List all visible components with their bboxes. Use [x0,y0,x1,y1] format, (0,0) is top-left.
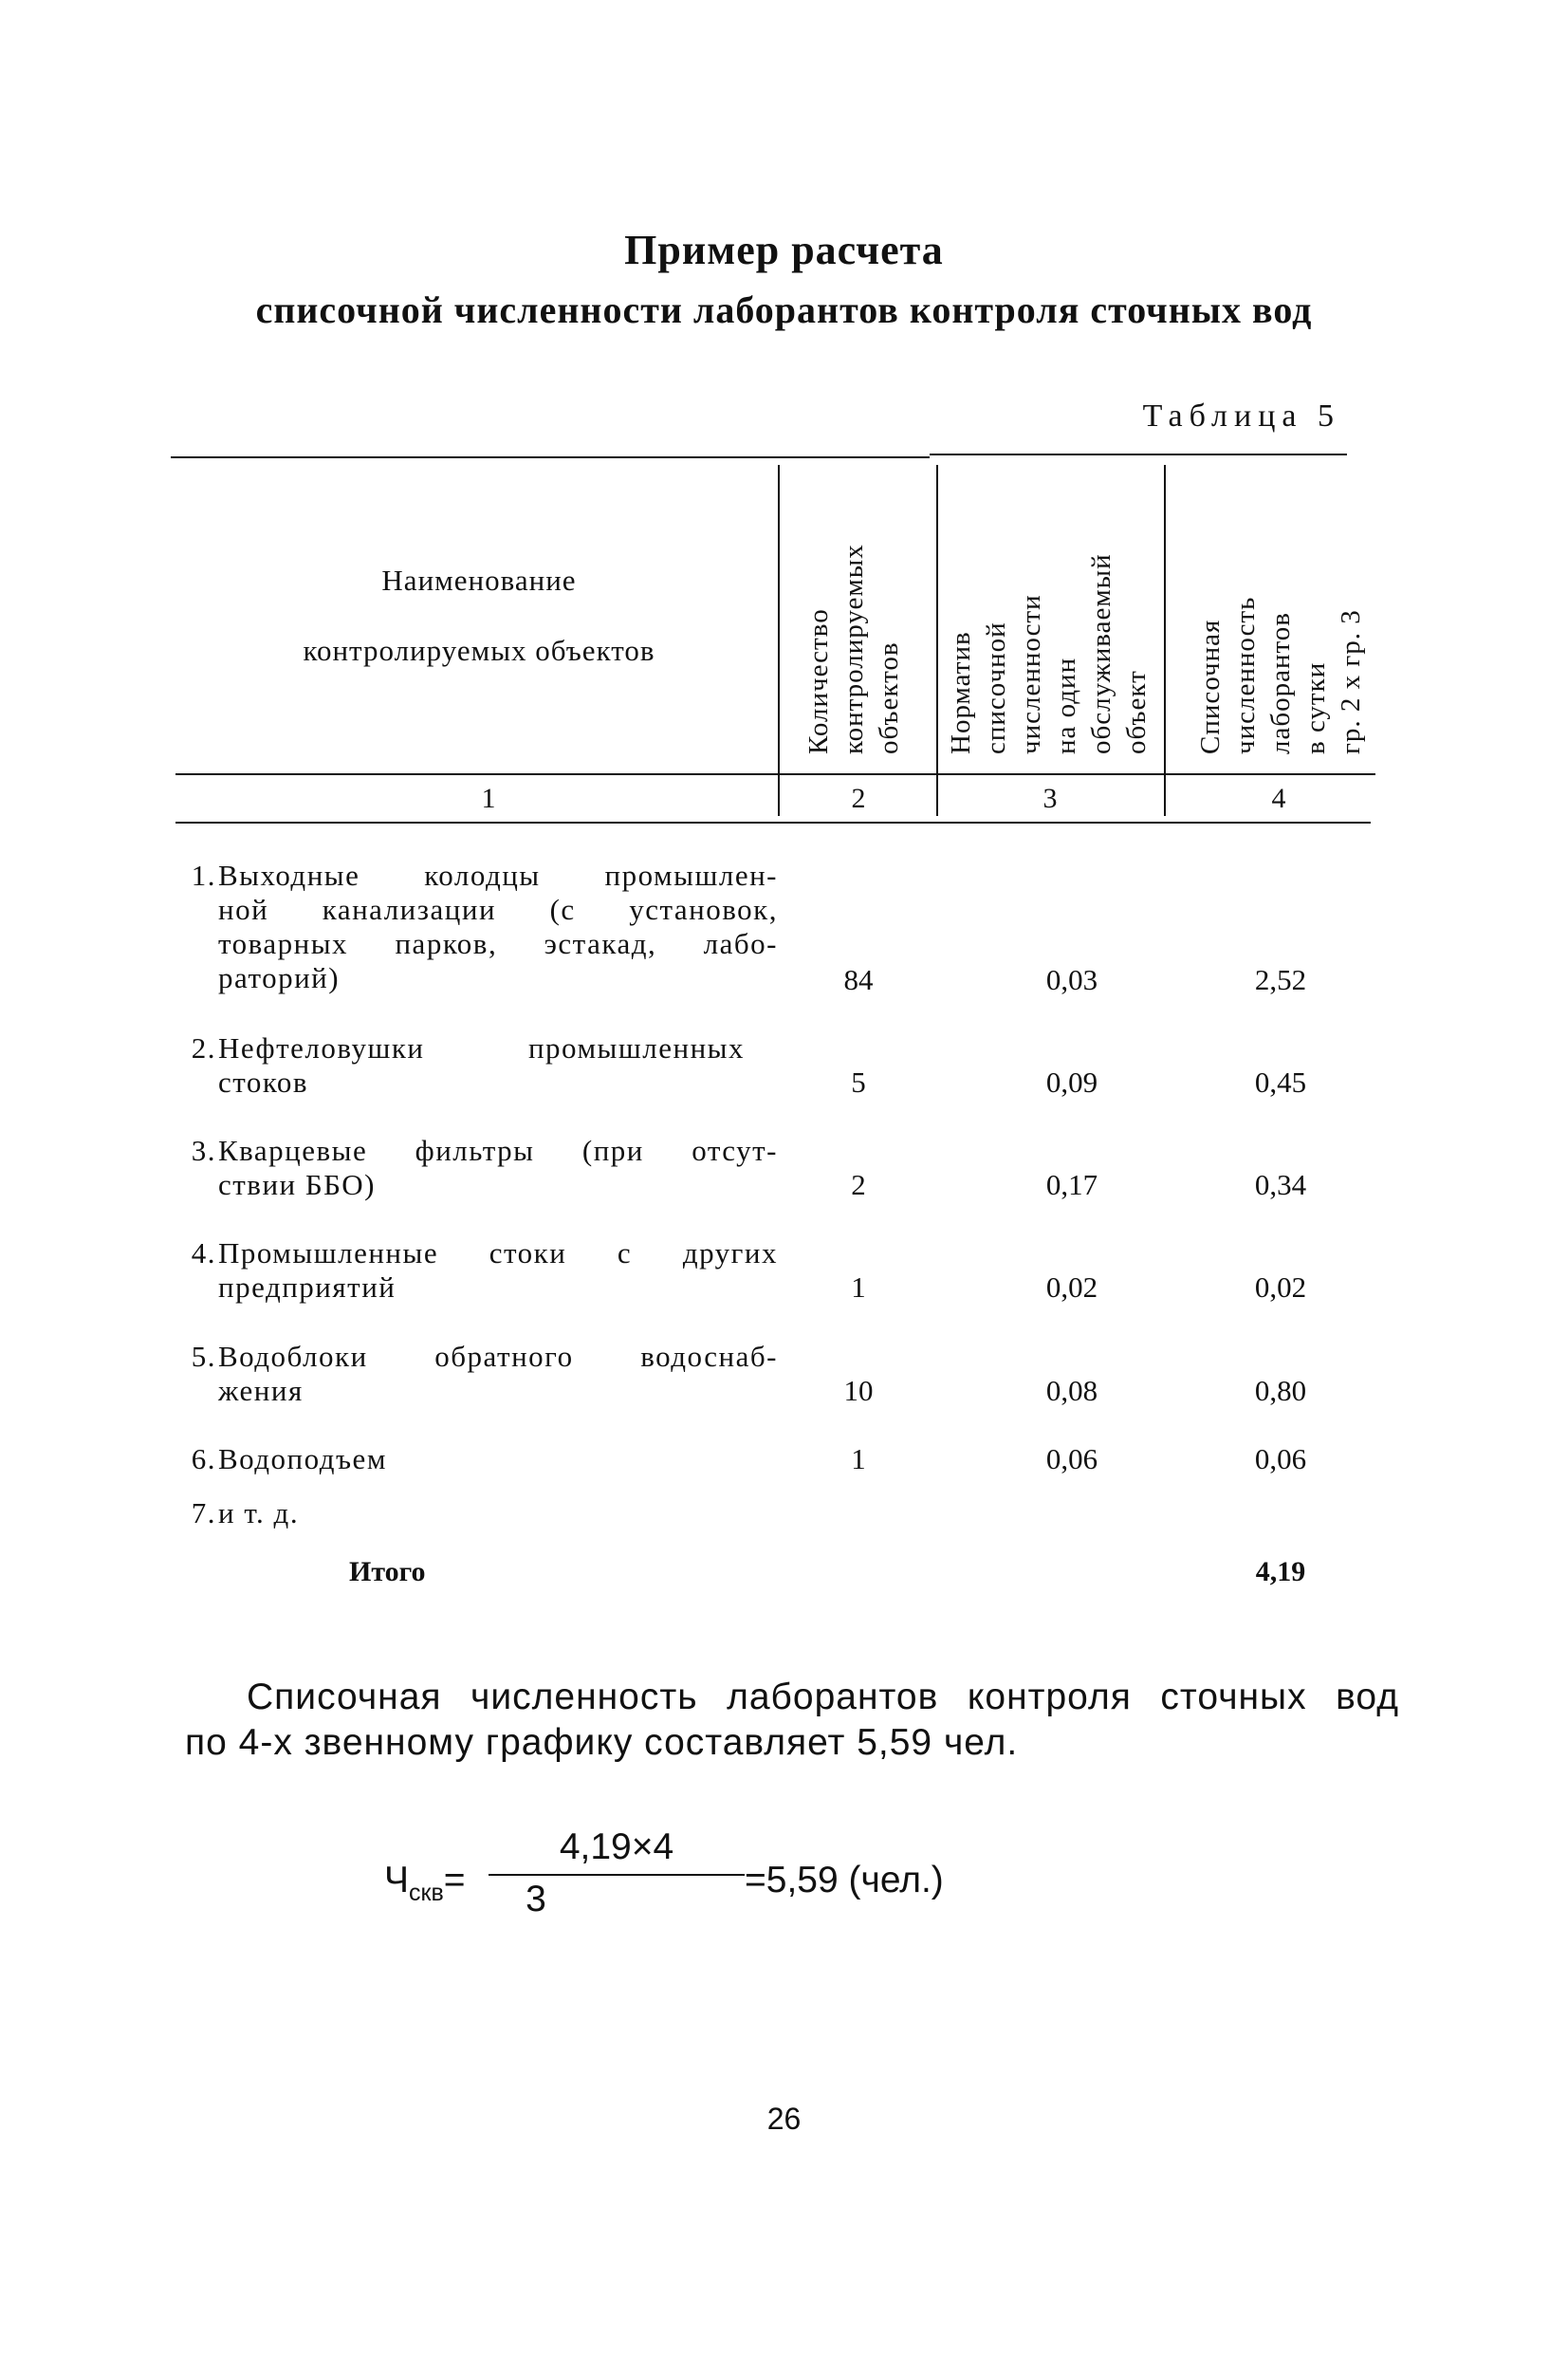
header-col-4-line: численность [1230,596,1261,754]
formula-equals: = [443,1860,466,1900]
col-number-1: 1 [481,783,496,814]
formula-rhs: =5,59 (чел.) [745,1860,944,1900]
formula-fraction-bar [489,1874,745,1876]
row-3-total: 0,34 [1254,1168,1307,1201]
row-1-norm: 0,03 [1045,963,1098,996]
header-col-4-line: гр. 2 х гр. 3 [1336,609,1366,754]
row-6-count: 1 [851,1442,866,1475]
row-text-line: Водоблоки обратного водоснаб- [218,1340,778,1373]
row-text-line: предприятий [218,1270,397,1304]
title-line-2: списочной численности лаборантов контроля сточных вод [255,288,1313,331]
row-text-line: раторий) [218,961,341,994]
table-col-divider-2 [936,465,938,816]
table-row-name [178,1134,781,1210]
header-col-3 [944,479,1154,754]
summary-line-1: Списочная численность лаборантов контроля сточных вод [247,1677,1399,1717]
row-text [218,1340,778,1408]
header-col-4-line: Списочная [1195,619,1226,754]
header-col-2-line: объектов [874,641,904,754]
row-3-norm: 0,17 [1045,1168,1098,1201]
row-text [218,1496,778,1530]
table-colnum-rule [175,822,1371,824]
header-name [175,546,783,686]
formula-denominator: 3 [526,1879,546,1919]
row-1-total: 2,52 [1254,963,1307,996]
row-text [218,859,778,995]
table-header-rule [175,773,1375,775]
row-text-line: Промышленные стоки с других [218,1236,778,1270]
row-4-count: 1 [851,1270,866,1304]
formula-numerator: 4,19×4 [559,1826,674,1867]
table-row-name [178,1340,781,1416]
row-5-norm: 0,08 [1045,1374,1098,1407]
row-text-line: жения [218,1374,304,1407]
row-6-total: 0,06 [1254,1442,1307,1475]
row-text-line: стоков [218,1066,309,1099]
col-number-2: 2 [851,783,866,814]
page-number: 26 [766,2102,802,2136]
table-col-divider-3 [1164,465,1166,816]
row-text-line: Выходные колодцы промышлен- [218,859,778,892]
total-label: Итого [349,1556,426,1587]
header-col-2-line: контролируемых [839,544,869,754]
table-top-rule-right [930,454,1347,455]
row-2-total: 0,45 [1254,1066,1307,1099]
row-number: 4. [191,1236,216,1270]
table-row-name [178,1496,781,1534]
row-5-total: 0,80 [1254,1374,1307,1407]
col-number-4: 4 [1271,783,1286,814]
row-text [218,1134,778,1202]
formula [384,1826,1048,1940]
table-row-name [178,1442,781,1480]
row-text-line: Нефтеловушки промышленных [218,1031,745,1065]
row-number: 7. [191,1496,216,1529]
table-row-name [178,859,781,1001]
col-number-3: 3 [1042,783,1058,814]
header-name-line-1: Наименование [381,564,577,597]
header-col-4-line: в сутки [1301,661,1331,754]
row-4-norm: 0,02 [1045,1270,1098,1304]
header-col-3-line: обслуживаемый [1086,553,1116,754]
header-col-4 [1193,479,1369,754]
header-col-3-line: на один [1051,657,1081,754]
header-name-line-2: контролируемых объектов [303,634,655,667]
formula-lhs-symbol: Ч [384,1860,409,1900]
row-text-line: Кварцевые фильтры (при отсут- [218,1134,778,1167]
row-6-norm: 0,06 [1045,1442,1098,1475]
row-number: 2. [191,1031,216,1065]
formula-lhs [384,1860,466,1907]
row-1-count: 84 [843,963,874,996]
formula-lhs-subscript: скв [409,1879,444,1906]
table-top-rule-left [171,456,930,458]
title-line-1: Пример расчета [624,227,944,273]
table-row-name [178,1031,781,1107]
row-text [218,1442,778,1476]
row-number: 6. [191,1442,216,1475]
header-col-3-line: численности [1016,594,1046,754]
row-text [218,1031,745,1100]
row-text-line: ной канализации (с установок, [218,893,778,926]
table-row-name [178,1236,781,1312]
total-value: 4,19 [1255,1556,1306,1587]
header-col-3-line: объект [1121,670,1152,754]
row-text [218,1236,778,1305]
header-col-4-line: лаборантов [1265,612,1296,754]
header-col-3-line: списочной [981,621,1011,754]
row-text-line: товарных парков, эстакад, лабо- [218,927,778,960]
row-number: 5. [191,1340,216,1373]
row-text-line: и т. д. [218,1496,300,1529]
row-text-line: Водоподъем [218,1442,387,1475]
row-text-line: ствии ББО) [218,1168,376,1201]
row-number: 3. [191,1134,216,1167]
row-number: 1. [191,859,216,892]
table-label: Таблица 5 [1142,399,1340,434]
row-3-count: 2 [851,1168,866,1201]
summary-line-2: по 4-х звенному графику составляет 5,59 чел. [185,1722,1019,1763]
summary-paragraph [185,1675,1399,1766]
row-2-norm: 0,09 [1045,1066,1098,1099]
header-col-2-line: Количество [803,608,834,754]
header-col-2 [802,479,907,754]
row-5-count: 10 [843,1374,874,1407]
row-4-total: 0,02 [1254,1270,1307,1304]
row-2-count: 5 [851,1066,866,1099]
header-col-3-line: Норматив [946,631,976,754]
